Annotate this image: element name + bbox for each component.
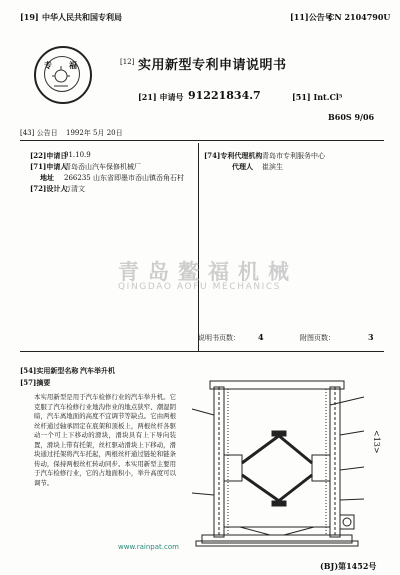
address-value: 266235 山东省即墨市岙山镇岙角石村: [64, 174, 184, 182]
column-divider: [198, 143, 199, 351]
address-label: 地址: [40, 173, 54, 182]
fig-pages-value: 3: [368, 332, 374, 342]
divider-middle: [20, 351, 384, 352]
car-lift-drawing: [180, 375, 370, 550]
footer-code: (BJ)第1452号: [320, 561, 377, 571]
side-page-mark: <13>: [372, 430, 381, 454]
emblem-char: 专: [44, 60, 52, 70]
application-number: 91221834.7: [188, 89, 261, 102]
filing-date-value: 91.10.9: [64, 151, 91, 159]
designer-label: [72]设计人: [30, 184, 68, 193]
divider-top: [20, 140, 384, 141]
applicant-value: 青岛岙山汽车保修机械厂: [64, 163, 141, 171]
agent-value: 崔滨生: [262, 163, 283, 171]
designer-value: 万清文: [64, 185, 85, 193]
spec-pages-label: 说明书页数：: [198, 334, 240, 342]
utility-name-value: 汽车举升机: [80, 366, 115, 375]
applicant-label: [71]申请人: [30, 162, 68, 171]
agency-label: [74]专利代理机构: [204, 151, 263, 160]
emblem-char: 福: [69, 60, 77, 70]
title-code-12: [12]: [120, 58, 135, 66]
patent-office-emblem: [34, 46, 92, 104]
header-code-11: [11]公告号: [290, 12, 333, 22]
publication-number: CN 2104790U: [328, 12, 391, 22]
document-title: 实用新型专利申请说明书: [138, 58, 287, 73]
pub-date-label: [43] 公告日: [20, 129, 58, 137]
header-code-19: [19]: [20, 12, 39, 22]
abstract-label: [57]摘要: [20, 378, 51, 387]
agency-value: 青岛市专利服务中心: [262, 152, 325, 160]
filing-date-label: [22]申请日: [30, 151, 68, 160]
patent-office-name: 中华人民共和国专利局: [42, 12, 122, 22]
fig-pages-label: 附图页数：: [300, 334, 335, 342]
application-number-label: [21] 申请号: [138, 92, 184, 102]
emblem-sun-icon: [34, 46, 88, 100]
footer-url: www.rainpat.com: [118, 543, 179, 551]
watermark-chinese: 青岛鳌福机械: [118, 259, 298, 284]
ipc-label: [51] Int.Cl⁵: [292, 92, 343, 102]
utility-name-label: [54]实用新型名称: [20, 366, 79, 375]
watermark-english: QINGDAO AOFU MECHANICS: [118, 282, 282, 292]
agent-label: 代理人: [232, 162, 253, 171]
pub-date-value: 1992年 5月 20日: [66, 129, 123, 137]
ipc-classification: B60S 9/06: [328, 112, 375, 122]
abstract-text: 本实用新型是用于汽车检修行业的汽车举升机。它克服了汽车检修行业地沟作业的地点狭窄、潮湿阴暗，汽车离地面的高度不宜调节等缺点。它由两根丝杆通过轴承固定在底架和顶板上，两根丝杆各驱动一个可上下移动的滑块，滑块具有上下导向装置，滑块上带有托架，丝杠驱动滑块上下移动，滑块通过托架将汽车托起，两根丝杆通过链轮和链条传动，保持两根丝杠转动同步。本实用新型主要用于汽车检修行业，它的占地面积小，举升高度可以调节。: [34, 393, 176, 487]
spec-pages-value: 4: [258, 332, 264, 342]
